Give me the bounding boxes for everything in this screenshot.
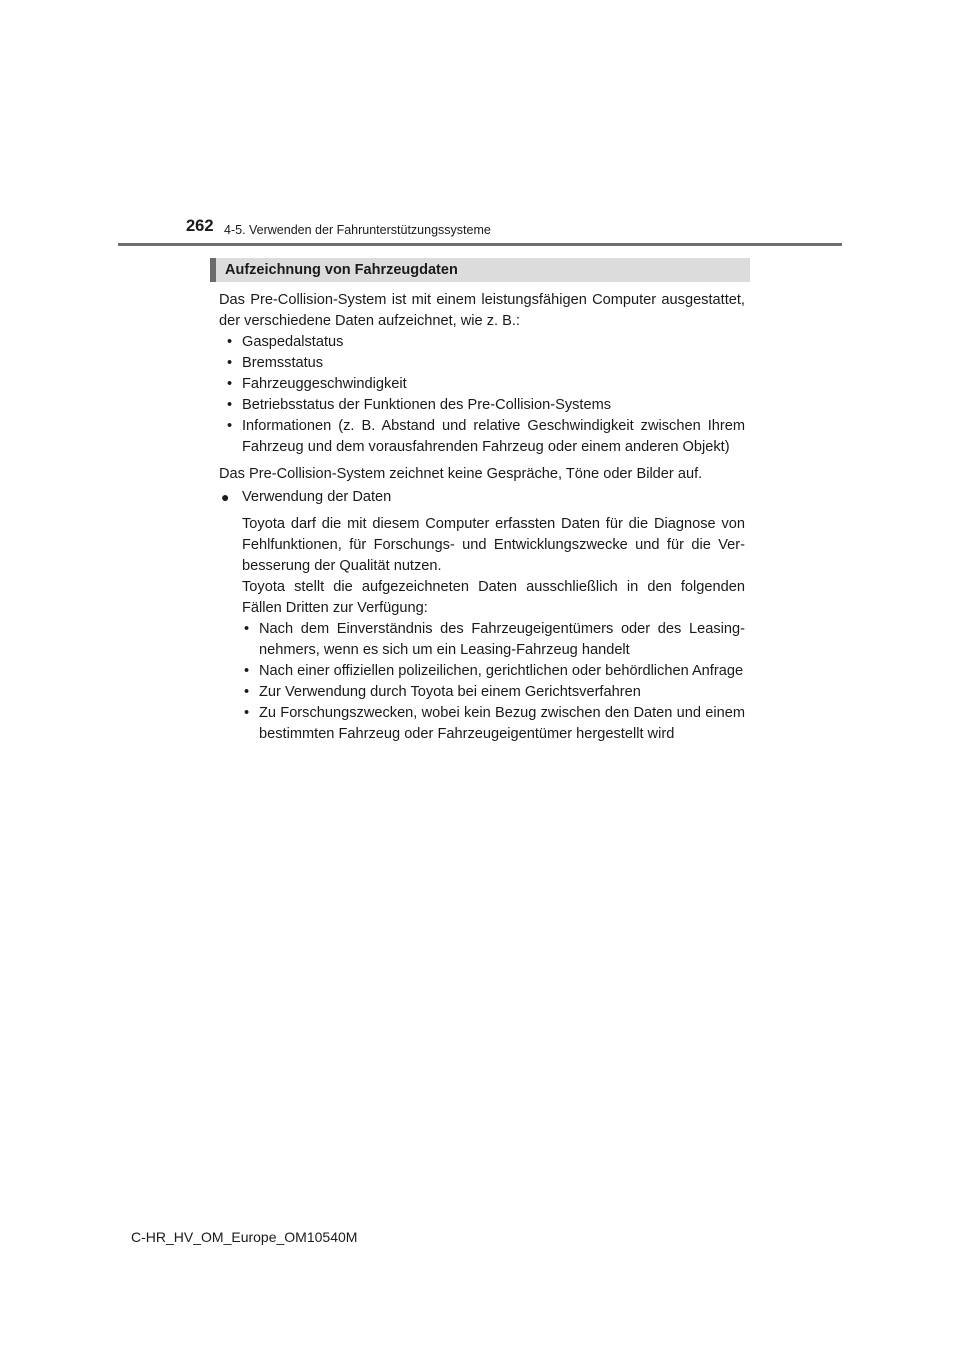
filled-circle-icon: ● [221,489,230,505]
list-item: • Bremsstatus [219,353,745,374]
section-heading-text: Aufzeichnung von Fahrzeugdaten [225,262,458,278]
intro-paragraph: Das Pre-Collision-System ist mit einem leistungsfähigen Computer ausgestattet, der verschiedene Daten aufzeichnet, wie z. B.: [219,292,745,329]
list-item: • Betriebsstatus der Funktionen des Pre-Collision-Systems [219,395,745,416]
topic-heading [219,487,745,508]
list-item: • Nach einer offiziellen polizeilichen, gerichtlichen oder behördlichen Anfrage [242,661,745,682]
topic-paragraph: Toyota stellt die aufgezeichneten Daten ausschließlich in den folgenden Fällen Dritten zur Verfügung: [242,579,745,616]
topic-body [219,514,745,745]
topic-title: Verwendung der Daten [242,489,392,505]
page-number: 262 [186,217,214,235]
summary-paragraph: Das Pre-Collision-System zeichnet keine Gespräche, Töne oder Bilder auf. [219,466,703,482]
section-content [219,290,745,745]
list-item: • Informationen (z. B. Abstand und relative Geschwindigkeit zwischen Ihrem Fahrzeug und dem vorausfahrenden Fahrzeug oder einem anderen Objekt) [219,416,745,458]
header-divider [118,243,842,246]
chapter-title: 4-5. Verwenden der Fahrunterstützungssysteme [224,223,491,237]
list-item: • Nach dem Einverständnis des Fahrzeugeigentümers oder des Leasingnehmers, wenn es sich um ein Leasing-Fahrzeug handelt [242,619,745,661]
list-item: • Zur Verwendung durch Toyota bei einem Gerichtsverfahren [242,682,745,703]
list-item: • Fahrzeuggeschwindigkeit [219,374,745,395]
list-item: • Gaspedalstatus [219,332,745,353]
document-code: C-HR_HV_OM_Europe_OM10540M [131,1229,358,1245]
recorded-data-list [219,332,745,458]
topic-paragraph: Toyota darf die mit diesem Computer erfassten Daten für die Diagnose von Fehlfunktionen, für Forschungs- und Entwicklungszwecke und für die Verbesserung der Qualität nutzen. [242,516,745,574]
list-item: • Zu Forschungszwecken, wobei kein Bezug zwischen den Daten und einem bestimmten Fahrzeug oder Fahrzeugeigentümer hergestellt wird [242,703,745,745]
section-heading [210,258,750,282]
disclosure-cases-list [242,619,745,745]
